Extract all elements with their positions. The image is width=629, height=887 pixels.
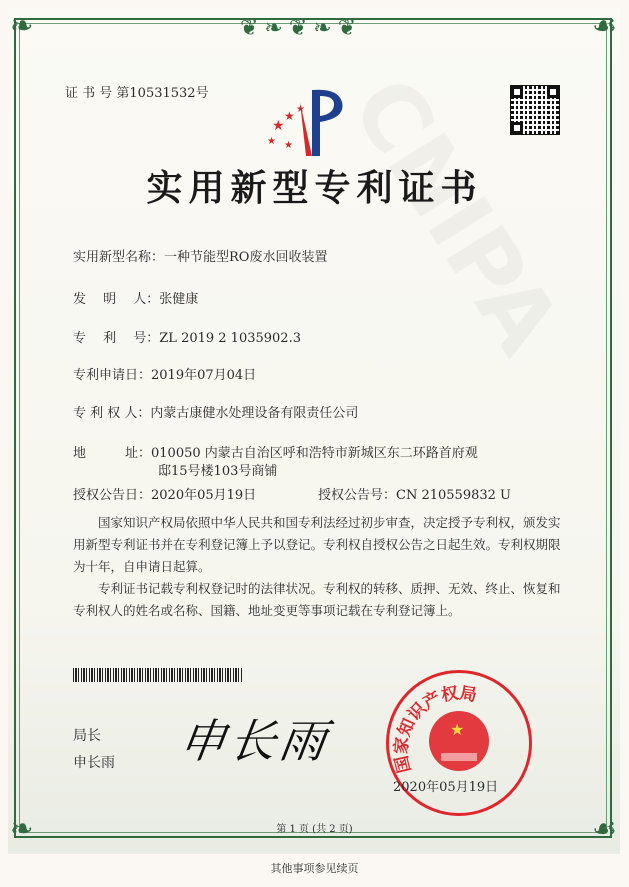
field-label: 授权公告日： <box>73 488 152 503</box>
field-label: 专利申请日： <box>73 368 152 383</box>
field-value: 张健康 <box>159 292 199 307</box>
corner-ornament-icon: ❧ <box>10 812 34 845</box>
page-title: 实用新型专利证书 <box>146 167 483 209</box>
director-title: 局长 <box>73 728 101 744</box>
field-filing-date <box>73 364 256 383</box>
svg-text:★: ★ <box>284 140 293 151</box>
field-patent-number <box>73 327 301 346</box>
field-name <box>73 246 327 265</box>
page-info: 第 1 页 (共 2 页) <box>276 824 353 835</box>
field-label: 专 利 权 人： <box>73 406 151 421</box>
corner-ornament-icon: ☙ <box>592 9 618 42</box>
field-address-line2: 邸15号楼103号商铺 <box>158 464 278 479</box>
field-value: ZL 2019 2 1035902.3 <box>159 331 301 346</box>
svg-text:★: ★ <box>272 118 285 134</box>
cert-number-value: 第10531532号 <box>116 86 209 101</box>
seal-date: 2020年05月19日 <box>393 780 499 795</box>
field-value: 内蒙古康健水处理设备有限责任公司 <box>150 406 359 421</box>
barcode <box>73 668 243 682</box>
field-label: 实用新型名称： <box>73 250 165 265</box>
field-value: 2020年05月19日 <box>151 488 257 503</box>
top-ornament-icon: ❦❧❦❧❦ <box>240 16 363 41</box>
field-patentee <box>73 402 358 421</box>
field-label: 专 利 号： <box>73 331 160 346</box>
seal-text: 国家知识产权局 <box>391 683 479 775</box>
field-grant-date <box>73 484 256 503</box>
director-name: 申长雨 <box>73 755 115 771</box>
field-address <box>73 442 478 461</box>
corner-ornament-icon: ☙ <box>592 812 618 845</box>
paragraph-legal-status: 专利证书记载专利权登记时的法律状况。专利权的转移、质押、无效、终止、恢复和专利权人的姓名或名称、国籍、地址变更等事项记载在专利登记簿上。 <box>73 581 561 618</box>
field-label: 授权公告号： <box>318 488 397 503</box>
svg-text:★: ★ <box>284 109 295 123</box>
field-label: 发 明 人： <box>73 292 160 307</box>
svg-text:★: ★ <box>296 104 305 115</box>
field-value: 2019年07月04日 <box>151 368 257 383</box>
field-value: 一种节能型RO废水回收装置 <box>164 250 328 265</box>
cert-number <box>65 82 209 101</box>
field-inventor <box>73 288 198 307</box>
corner-ornament-icon: ❧ <box>10 9 34 42</box>
cnipa-logo-icon <box>262 82 357 162</box>
field-label: 地 址： <box>73 446 152 461</box>
field-value: CN 210559832 U <box>396 488 511 503</box>
signature: 申长雨 <box>175 714 334 768</box>
field-value: 010050 内蒙古自治区呼和浩特市新城区东二环路首府观 <box>151 446 478 461</box>
field-grant-number <box>318 484 511 503</box>
svg-text:★: ★ <box>267 136 276 147</box>
cert-number-label: 证 书 号 <box>65 86 113 101</box>
paragraph-grant: 国家知识产权局依照中华人民共和国专利法经过初步审查，决定授予专利权，颁发实用新型专利证书并在专利登记簿上予以登记。专利权自授权公告之日起生效。专利权期限为十年，自申请日起算。 <box>73 515 561 574</box>
svg-text:★: ★ <box>450 720 465 739</box>
footer-note: 其他事项参见续页 <box>270 862 359 875</box>
qr-code <box>510 85 560 135</box>
